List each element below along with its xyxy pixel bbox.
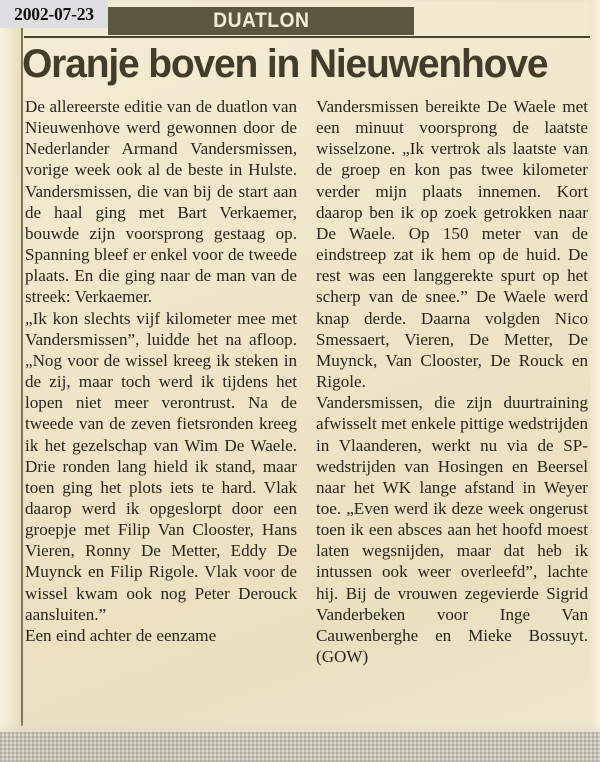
paragraph: De allereerste editie van de duatlon van Nieuwenhove werd gewonnen door de Nederlander Armand Vandersmissen, vorige week ook al de beste in Hulste. Vandersmissen, die van bij de start aan de haal ging met Bart Verkaemer, bouwde zijn voorsprong gestaag op. Spanning bleef er enkel voor de tweede plaats. En die ging naar de man van de streek: Verkaemer. [25, 97, 297, 307]
clipping-right-margin [590, 0, 600, 762]
clipping-left-margin [0, 0, 22, 762]
paragraph: Een eind achter de eenzame [25, 625, 217, 645]
category-banner-text: DUATLON [212, 9, 310, 32]
headline-divider [24, 36, 590, 38]
date-stamp-text: 2002-07-23 [14, 3, 94, 24]
date-stamp [0, 0, 108, 28]
article-column-right [316, 96, 588, 730]
paragraph: „Ik kon slechts vijf kilometer mee met Vandersmissen”, luidde het na afloop. „Nog voor de wissel kreeg ik steken in de zij, maar toch werd ik tijdens het lopen niet meer verontrust. Na de tweede van de zeven fietsronden kreeg ik het gezelschap van Wim De Waele. Drie ronden lang hield ik stand, maar toen ging het plots iets te hard. Vlak daarop werd ik opgeslorpt door een groepje met Filip Van Clooster, Hans Vieren, Ronny De Metter, Eddy De Muynck en Filip Rigole. Vlak voor de wissel kwam ook nog Peter Derouck aansluiten.” [25, 308, 297, 624]
category-banner [108, 7, 414, 35]
scan-bottom-edge [0, 732, 600, 762]
article-headline: Oranje boven in Nieuwenhove [22, 42, 548, 86]
headline-container [22, 40, 592, 88]
clipping-left-rule [21, 14, 23, 726]
article-column-left [25, 96, 297, 730]
paragraph: Vandersmissen, die zijn duurtraining afwisselt met enkele pittige wedstrijden in Vlaanderen, werkt nu via de SP-wedstrijden van Hosingen en Beersel naar het WK lange afstand in Weyer toe. „Even werd ik deze week ongerust toen ik een absces aan het hoofd moest laten wegsnijden, maar dat heb ik intussen ook weer overleefd”, lachte hij. Bij de vrouwen zegevierde Sigrid Vanderbeken voor Inge Van Cauwenberghe en Mieke Bossuyt. (GOW) [316, 393, 588, 667]
article-body [25, 96, 588, 730]
paragraph: Vandersmissen bereikte De Waele met een minuut voorsprong de laatste wisselzone. „Ik vertrok als laatste van de groep en kon pas twee kilometer verder mijn plaats innemen. Kort daarop ben ik op zoek getrokken naar De Waele. Op 150 meter van de eindstreep zat ik hem op de huid. De rest was een langgerekte spurt op het scherp van de snee.” De Waele werd knap derde. Daarna volgden Nico Smessaert, Vieren, De Metter, De Muynck, Van Clooster, De Rouck en Rigole. [316, 97, 588, 392]
